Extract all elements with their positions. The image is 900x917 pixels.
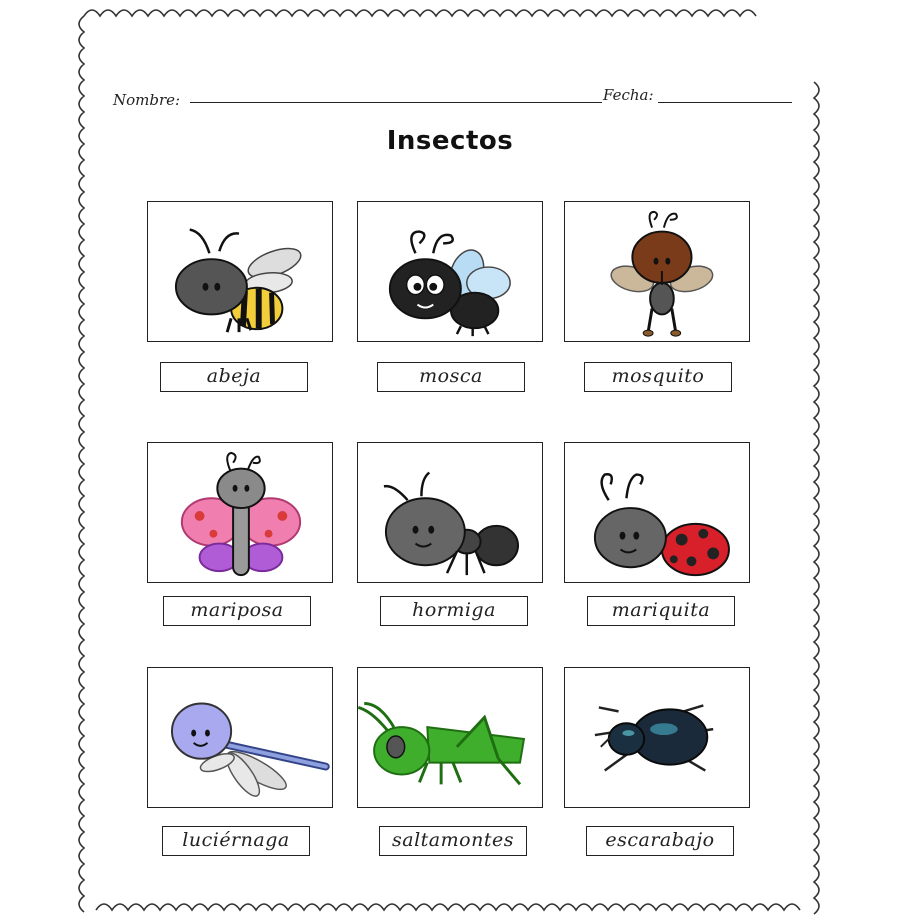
name-field-line[interactable] [190,102,602,103]
label-mosquito: mosquito [584,362,732,392]
mosquito-icon [565,202,749,341]
label-saltamontes: saltamontes [379,826,527,856]
grasshopper-icon [358,668,542,807]
ladybug-icon [565,443,749,582]
ant-icon [358,443,542,582]
card-mosquito [564,201,750,342]
firefly-icon [148,668,332,807]
butterfly-icon [148,443,332,582]
card-bee [147,201,333,342]
label-mariquita: mariquita [587,596,735,626]
label-mosca: mosca [377,362,525,392]
beetle-icon [565,668,749,807]
card-butterfly [147,442,333,583]
card-fly [357,201,543,342]
date-label: Fecha: [603,86,654,104]
date-field-line[interactable] [658,102,792,103]
card-firefly [147,667,333,808]
page-title: Insectos [386,126,514,156]
card-ant [357,442,543,583]
label-escarabajo: escarabajo [586,826,734,856]
card-grasshopper [357,667,543,808]
label-mariposa: mariposa [163,596,311,626]
card-ladybug [564,442,750,583]
bee-icon [148,202,332,341]
card-beetle [564,667,750,808]
label-abeja: abeja [160,362,308,392]
label-hormiga: hormiga [380,596,528,626]
name-label: Nombre: [113,91,181,109]
label-luciernaga: luciérnaga [162,826,310,856]
fly-icon [358,202,542,341]
